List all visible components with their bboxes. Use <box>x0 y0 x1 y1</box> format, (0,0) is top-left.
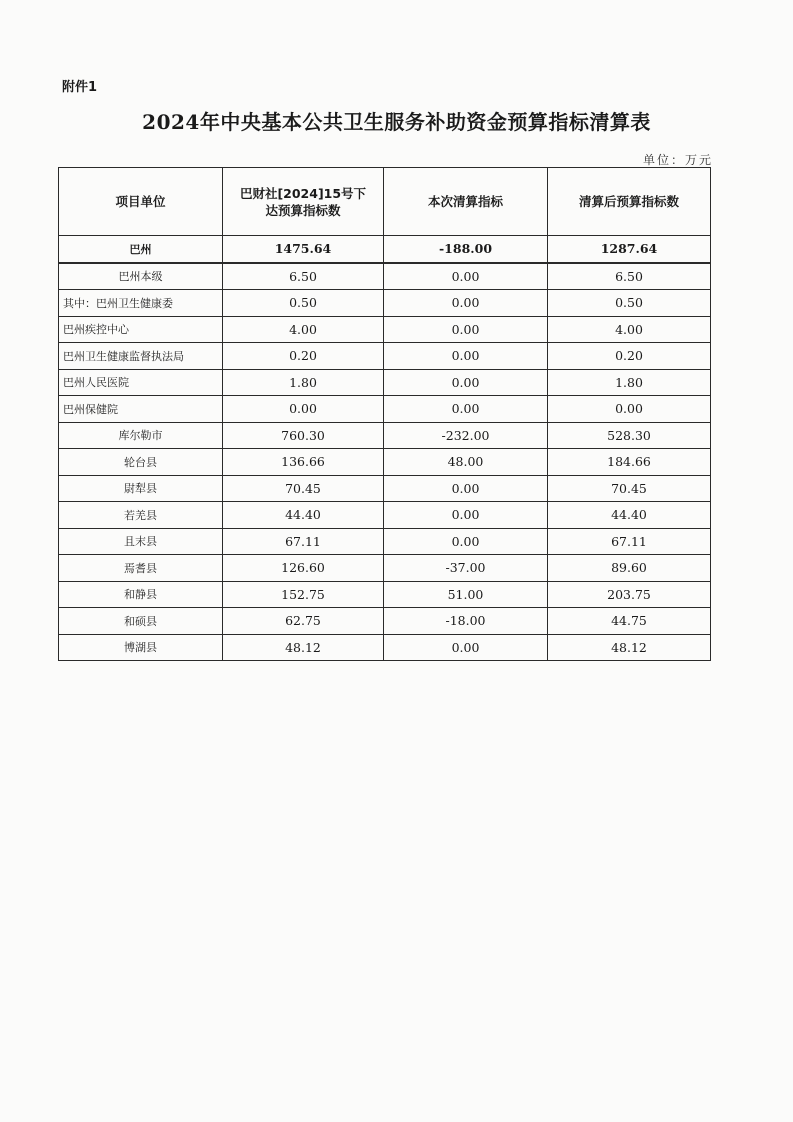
settlement-amount-cell: -232.00 <box>384 422 548 449</box>
after-amount-cell: 1287.64 <box>548 236 711 263</box>
table-header-row <box>59 168 711 236</box>
settlement-amount-cell: 0.00 <box>384 475 548 502</box>
settlement-amount-cell: -188.00 <box>384 236 548 263</box>
unit-name-cell: 博湖县 <box>59 634 223 661</box>
settlement-amount-cell: 0.00 <box>384 263 548 290</box>
issued-amount-cell: 70.45 <box>223 475 384 502</box>
after-amount-cell: 528.30 <box>548 422 711 449</box>
table-row <box>59 608 711 635</box>
issued-amount-cell: 48.12 <box>223 634 384 661</box>
unit-name-cell: 巴州卫生健康监督执法局 <box>59 343 223 370</box>
settlement-table <box>58 167 711 661</box>
settlement-amount-cell: 0.00 <box>384 502 548 529</box>
after-amount-cell: 4.00 <box>548 316 711 343</box>
settlement-amount-cell: -37.00 <box>384 555 548 582</box>
table-row <box>59 290 711 317</box>
issued-amount-cell: 0.00 <box>223 396 384 423</box>
table-body <box>59 236 711 661</box>
table-row <box>59 263 711 290</box>
unit-name-cell: 且末县 <box>59 528 223 555</box>
after-amount-cell: 0.00 <box>548 396 711 423</box>
settlement-amount-cell: 0.00 <box>384 290 548 317</box>
settlement-amount-cell: 0.00 <box>384 396 548 423</box>
unit-name-cell: 巴州保健院 <box>59 396 223 423</box>
table-row <box>59 449 711 476</box>
unit-name-cell: 巴州 <box>59 236 223 263</box>
settlement-amount-cell: -18.00 <box>384 608 548 635</box>
settlement-amount-cell: 51.00 <box>384 581 548 608</box>
column-header-unit: 项目单位 <box>59 168 223 236</box>
after-amount-cell: 1.80 <box>548 369 711 396</box>
settlement-amount-cell: 0.00 <box>384 316 548 343</box>
table-row <box>59 369 711 396</box>
table-row <box>59 422 711 449</box>
unit-name-cell: 轮台县 <box>59 449 223 476</box>
issued-amount-cell: 62.75 <box>223 608 384 635</box>
settlement-amount-cell: 0.00 <box>384 369 548 396</box>
table-row <box>59 343 711 370</box>
after-amount-cell: 6.50 <box>548 263 711 290</box>
unit-label: 单位：万元 <box>642 153 713 167</box>
table-row <box>59 502 711 529</box>
settlement-amount-cell: 0.00 <box>384 528 548 555</box>
issued-amount-cell: 126.60 <box>223 555 384 582</box>
after-amount-cell: 44.75 <box>548 608 711 635</box>
issued-amount-cell: 0.20 <box>223 343 384 370</box>
after-amount-cell: 44.40 <box>548 502 711 529</box>
settlement-amount-cell: 0.00 <box>384 343 548 370</box>
column-header-settlement: 本次清算指标 <box>384 168 548 236</box>
issued-amount-cell: 760.30 <box>223 422 384 449</box>
table-row <box>59 396 711 423</box>
issued-amount-cell: 152.75 <box>223 581 384 608</box>
issued-amount-cell: 1.80 <box>223 369 384 396</box>
table-row <box>59 555 711 582</box>
settlement-amount-cell: 48.00 <box>384 449 548 476</box>
table-row <box>59 528 711 555</box>
unit-name-cell: 巴州疾控中心 <box>59 316 223 343</box>
issued-amount-cell: 44.40 <box>223 502 384 529</box>
after-amount-cell: 70.45 <box>548 475 711 502</box>
table-row <box>59 236 711 263</box>
attachment-label: 附件1 <box>62 80 98 95</box>
unit-name-cell: 若羌县 <box>59 502 223 529</box>
unit-name-cell: 库尔勒市 <box>59 422 223 449</box>
table-row <box>59 581 711 608</box>
column-header-issued: 巴财社[2024]15号下达预算指标数 <box>223 168 384 236</box>
issued-amount-cell: 136.66 <box>223 449 384 476</box>
unit-name-cell: 尉犁县 <box>59 475 223 502</box>
issued-amount-cell: 0.50 <box>223 290 384 317</box>
issued-amount-cell: 6.50 <box>223 263 384 290</box>
table-row <box>59 316 711 343</box>
issued-amount-cell: 1475.64 <box>223 236 384 263</box>
after-amount-cell: 89.60 <box>548 555 711 582</box>
unit-name-cell: 其中：巴州卫生健康委 <box>59 290 223 317</box>
after-amount-cell: 67.11 <box>548 528 711 555</box>
unit-name-cell: 和硕县 <box>59 608 223 635</box>
unit-name-cell: 巴州本级 <box>59 263 223 290</box>
page-title: 2024年中央基本公共卫生服务补助资金预算指标清算表 <box>142 110 651 134</box>
table-row <box>59 634 711 661</box>
settlement-amount-cell: 0.00 <box>384 634 548 661</box>
after-amount-cell: 48.12 <box>548 634 711 661</box>
after-amount-cell: 203.75 <box>548 581 711 608</box>
after-amount-cell: 184.66 <box>548 449 711 476</box>
column-header-after: 清算后预算指标数 <box>548 168 711 236</box>
after-amount-cell: 0.50 <box>548 290 711 317</box>
unit-name-cell: 焉耆县 <box>59 555 223 582</box>
issued-amount-cell: 4.00 <box>223 316 384 343</box>
issued-amount-cell: 67.11 <box>223 528 384 555</box>
table-row <box>59 475 711 502</box>
unit-name-cell: 和静县 <box>59 581 223 608</box>
unit-name-cell: 巴州人民医院 <box>59 369 223 396</box>
after-amount-cell: 0.20 <box>548 343 711 370</box>
